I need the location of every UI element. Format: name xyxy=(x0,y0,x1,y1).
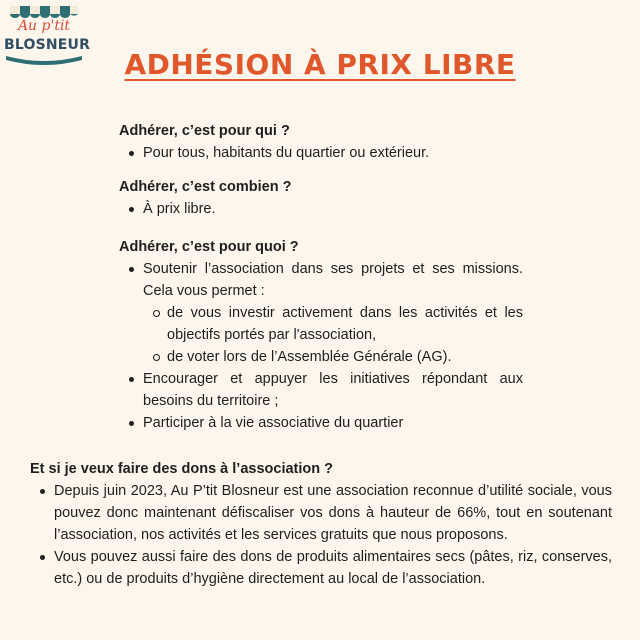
section-dons xyxy=(30,458,612,590)
bullet-list xyxy=(119,258,523,434)
bullet-list xyxy=(119,198,523,220)
list-item: Pour tous, habitants du quartier ou extérieur. xyxy=(119,142,523,164)
list-item xyxy=(119,258,523,368)
list-item: Vous pouvez aussi faire des dons de produits alimentaires secs (pâtes, riz, conserves, etc.) ou de produits d’hygiène directement au local de l’association. xyxy=(30,546,612,590)
bullet-list xyxy=(30,480,612,590)
section-heading: Et si je veux faire des dons à l’association ? xyxy=(30,461,333,477)
section-pour-qui xyxy=(119,120,523,164)
page-title xyxy=(0,48,640,81)
section-heading: Adhérer, c’est combien ? xyxy=(119,179,292,195)
list-item: Encourager et appuyer les initiatives répondant aux besoins du territoire ; xyxy=(119,368,523,412)
list-item: Depuis juin 2023, Au P’tit Blosneur est une association reconnue d’utilité sociale, vous pouvez donc maintenant défiscaliser vos dons à hauteur de 66%, tout en soutenant l’association, nos activités et les services gratuits que nous proposons. xyxy=(30,480,612,546)
section-heading: Adhérer, c’est pour qui ? xyxy=(119,123,290,139)
list-item: Participer à la vie associative du quartier xyxy=(119,412,523,434)
page-title-text: ADHÉSION À PRIX LIBRE xyxy=(124,48,516,81)
logo-script-text: Au p'tit xyxy=(17,18,71,34)
section-combien xyxy=(119,176,523,220)
list-item: À prix libre. xyxy=(119,198,523,220)
logo-name-text: BLOSNEUR xyxy=(4,37,91,53)
bullet-list xyxy=(119,142,523,164)
section-heading: Adhérer, c’est pour quoi ? xyxy=(119,239,299,255)
sub-list-item: de voter lors de l’Assemblée Générale (AG). xyxy=(143,346,523,368)
sub-list-item: de vous investir activement dans les activités et les objectifs portés par l'association, xyxy=(143,302,523,346)
section-pour-quoi xyxy=(119,236,523,434)
sub-bullet-list xyxy=(143,302,523,368)
list-item-text: Soutenir l’association dans ses projets et ses missions. Cela vous permet : xyxy=(143,261,523,299)
